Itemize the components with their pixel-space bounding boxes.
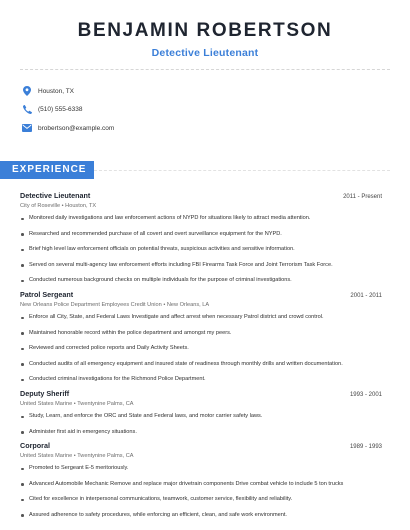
job-bullet: Researched and recommended purchase of all covert and overt surveillance equipment for the NYPD.: [20, 231, 382, 238]
job-dates: 1993 - 2001: [349, 392, 382, 398]
candidate-name: BENJAMIN ROBERTSON: [77, 20, 333, 41]
job-bullet: Served on several multi-agency law enforcement efforts including FBI Firearms Task Force and Joint Terrorism Task Force.: [20, 262, 382, 269]
job-bullets: [20, 413, 382, 436]
job-bullet: Enforce all City, State, and Federal Laws Investigate and affect arrest when necessary Patrol district and crowd control.: [20, 314, 382, 321]
job-title: Patrol Sergeant: [20, 290, 74, 299]
job-bullet: Advanced Automobile Mechanic Remove and replace major drivetrain components Drive combat vehicle to include 5 ton trucks: [20, 481, 382, 488]
job-bullets: [20, 314, 382, 383]
job-title: Corporal: [20, 441, 50, 450]
job-org: United States Marine • Twentynine Palms, CA: [20, 453, 134, 459]
job-bullet: Cited for excellence in interpersonal communications, teamwork, customer service, flexibility and reliability.: [20, 496, 382, 503]
job-entry: [20, 389, 382, 444]
job-bullet: Study, Learn, and enforce the ORC and State and Federal laws, and motor carrier safety laws.: [20, 413, 382, 420]
resume-header: [0, 0, 410, 59]
job-bullet: Maintained honorable record within the police department and amongst my peers.: [20, 330, 382, 337]
job-bullet: Brief high level law enforcement officials on potential threats, suspicious activities and sensitive information.: [20, 246, 382, 253]
job-dates: 2011 - Present: [343, 194, 382, 200]
job-title: Deputy Sheriff: [20, 389, 70, 398]
job-bullet: Conducted audits of all emergency equipment and insured state of readiness through monthly drills and written documentation.: [20, 361, 382, 368]
job-bullet: Conducted numerous background checks on multiple individuals for the purpose of criminal investigations.: [20, 277, 382, 284]
contact-location-text: Houston, TX: [38, 87, 75, 95]
section-header-experience: [0, 161, 94, 179]
job-bullet: Conducted criminal investigations for the Richmond Police Department.: [20, 376, 382, 383]
header-divider: [20, 69, 390, 70]
job-bullets: [20, 215, 382, 284]
job-bullet: Assured adherence to safety procedures, while enforcing an efficient, clean, and safe work environment.: [20, 512, 382, 519]
job-dates: 2001 - 2011: [350, 293, 382, 299]
email-icon: [22, 123, 32, 133]
job-bullet: Administer first aid in emergency situations.: [20, 429, 382, 436]
job-bullets: [20, 465, 382, 519]
job-bullet: Promoted to Sergeant E-5 meritoriously.: [20, 465, 382, 472]
contact-email-text: brobertson@example.com: [38, 124, 115, 132]
job-entry: [20, 441, 382, 527]
job-org: New Orleans Police Department Employees Credit Union • New Orleans, LA: [20, 302, 210, 308]
contact-email: [22, 119, 114, 137]
section-title: EXPERIENCE: [12, 164, 87, 175]
section-rule: [94, 170, 390, 171]
job-org: City of Roseville • Houston, TX: [20, 203, 97, 209]
job-org: United States Marine • Twentynine Palms, CA: [20, 401, 134, 407]
contact-location: [22, 82, 114, 100]
contact-phone-text: (510) 555-6338: [38, 106, 83, 113]
candidate-title: Detective Lieutenant: [151, 47, 259, 59]
phone-icon: [22, 105, 32, 115]
job-dates: 1989 - 1993: [349, 444, 382, 450]
job-entry: [20, 290, 382, 392]
job-bullet: Reviewed and corrected police reports and Daily Activity Sheets.: [20, 345, 382, 352]
job-entry: [20, 191, 382, 293]
location-pin-icon: [22, 86, 32, 96]
contact-phone: [22, 101, 114, 119]
job-title: Detective Lieutenant: [20, 191, 91, 200]
job-bullet: Monitored daily investigations and law enforcement actions of NYPD for situations likely to attract media attention.: [20, 215, 382, 222]
contact-list: [22, 82, 114, 137]
